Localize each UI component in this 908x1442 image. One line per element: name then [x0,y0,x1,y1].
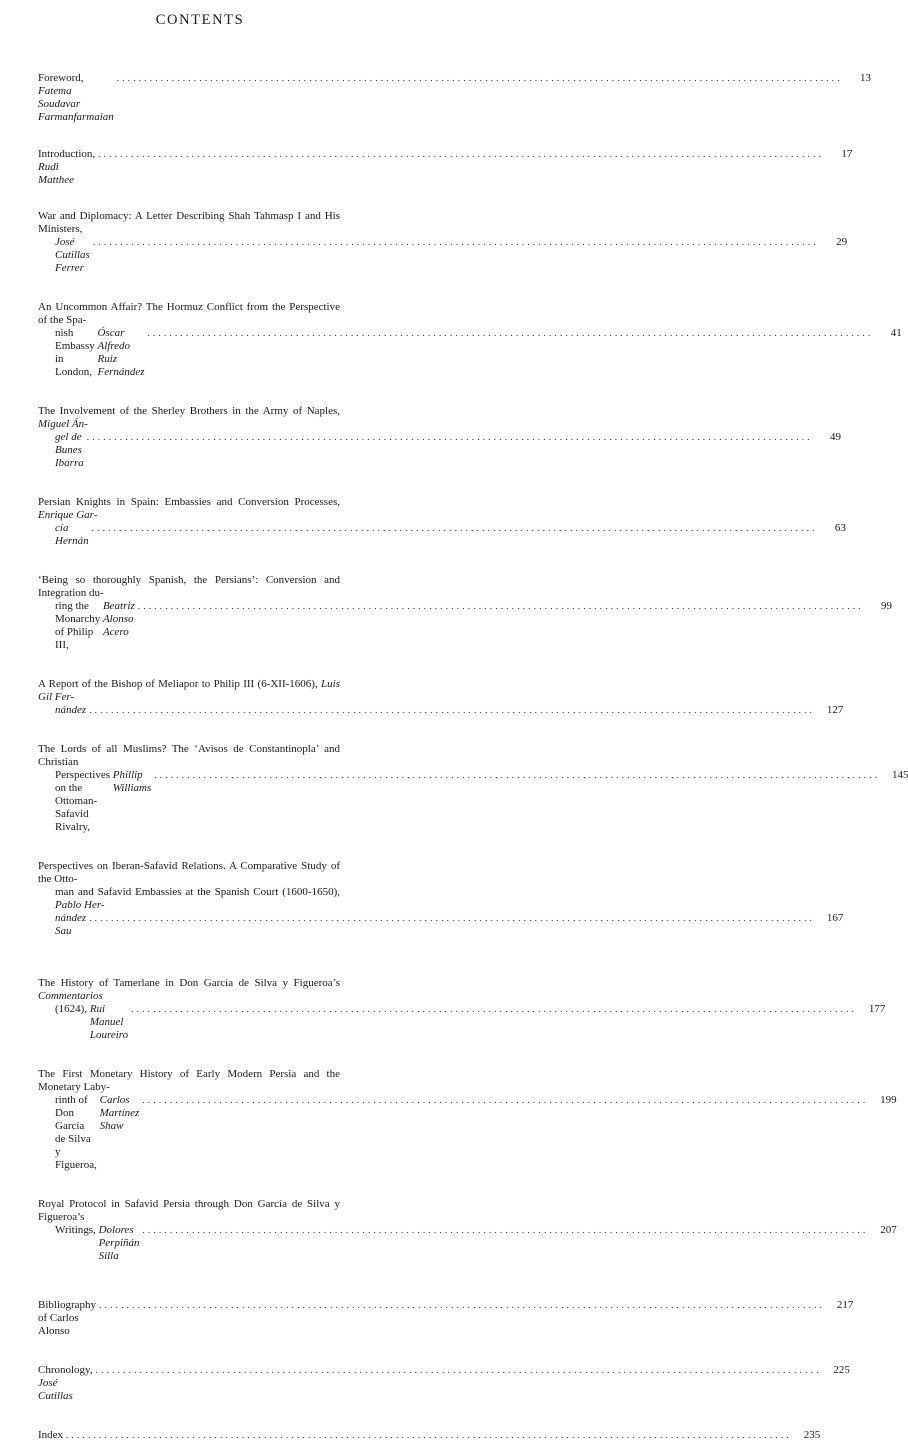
toc-entry-monetary-history[interactable]: The First Monetary History of Early Modern Persia and the Monetary Laby- rinth of Don García de Silva y Figueroa, Carlos Martínez Shaw . . . 199 [38,1068,372,1172]
toc-entry-being-so-thoroughly-spanish[interactable]: ‘Being so thoroughly Spanish, the Persians’: Conversion and Integration du- ring the Monarchy of Philip III, Beatriz Alonso Acero . . . 99 [38,574,372,652]
dot-leader [96,1364,819,1377]
page-number: 63 [834,522,846,534]
toc-entry-uncommon-affair[interactable]: An Uncommon Affair? The Hormuz Conflict from the Perspective of the Spa- nish Embassy in London, Óscar Alfredo Ruiz Fernández . . . 41 [38,301,372,379]
entry-author: Carlos Martínez Shaw [99,1094,140,1132]
entry-title: War and Diplomacy: A Letter Describing Shah Tahmasp I and His Ministers, [38,210,340,235]
toc-entry-history-of-tamerlane[interactable]: The History of Tamerlane in Don García de Silva y Figueroa’s Commentarios (1624), Rui Manuel Loureiro . . . 177 [38,977,372,1042]
entry-author: Fatema Soudavar Farmanfarmaian [38,85,114,123]
entry-author: Rudi Matthee [38,161,75,186]
dot-leader [117,72,840,85]
page-number: 41 [890,327,902,339]
dot-leader [99,1299,822,1312]
page-number: 177 [868,1003,886,1015]
page-number: 225 [833,1364,850,1376]
entry-title: A Report of the Bishop of Meliapor to Philip III (6-XII-1606), Luis Gil Fer- [38,678,340,703]
dot-leader [89,912,812,925]
entry-author: gel de Bunes Ibarra [55,431,84,469]
page-number: 99 [880,600,892,612]
dot-leader [93,236,816,249]
entry-author: José Cutillas [38,1377,73,1402]
toc-entry-sherley-brothers[interactable] [38,405,841,470]
page-number: 49 [829,431,841,443]
dot-leader [66,1429,789,1442]
page-number: 29 [836,236,848,248]
dot-leader [142,1094,865,1107]
entry-author: nández Sau [55,912,87,937]
entry-title: The Lords of all Muslims? The ‘Avisos de Constantinopla’ and Christian [38,743,340,768]
toc-entry-bishop-of-meliapor[interactable] [38,678,844,717]
dot-leader [138,600,861,613]
entry-title: Index [38,1429,64,1441]
entry-author: Beatriz Alonso Acero [102,600,135,638]
page-number: 145 [891,769,908,781]
toc-entry-lords-of-all-muslims[interactable]: The Lords of all Muslims? The ‘Avisos de Constantinopla’ and Christian Perspectives on the Ottoman-Safavid Rivalry, Phillip Williams . . . 145 [38,743,372,834]
entry-title: The History of Tamerlane in Don García de Silva y Figueroa’s Commentarios [38,977,340,1002]
dot-leader [131,1003,854,1016]
toc-entry-bibliography[interactable] [38,1299,854,1338]
entry-title: Introduction, Rudi Matthee [38,148,96,186]
page-number: 235 [803,1429,821,1441]
toc-entry-introduction[interactable] [38,148,853,187]
entry-title: Perspectives on Iberan-Safavid Relations. A Comparative Study of the Otto- [38,860,340,885]
entry-title: Foreword, Fatema Soudavar Farmanfarmaian [38,72,114,123]
toc-entry-foreword[interactable] [38,72,872,124]
entry-author: Dolores Perpiñán Silla [98,1224,140,1262]
entry-title: The Involvement of the Sherley Brothers in the Army of Naples, Miguel Án- [38,405,340,430]
page-number: 199 [880,1094,897,1106]
toc-entry-chronology[interactable] [38,1364,850,1403]
entry-title: An Uncommon Affair? The Hormuz Conflict from the Perspective of the Spa- [38,301,340,326]
entry-title: ‘Being so thoroughly Spanish, the Persians’: Conversion and Integration du- [38,574,340,599]
entry-author: nández [55,704,87,716]
entry-author: Rui Manuel Loureiro [89,1003,129,1041]
entry-title: The First Monetary History of Early Modern Persia and the Monetary Laby- [38,1068,340,1093]
toc-entry-royal-protocol[interactable]: Royal Protocol in Safavid Persia through Don García de Silva y Figueroa’s Writings, Dolores Perpiñán Silla . . . 207 [38,1198,372,1263]
page-number: 17 [841,148,853,160]
dot-leader [87,431,810,444]
dot-leader [148,327,871,340]
dot-leader [98,148,821,161]
dot-leader [154,769,877,782]
page-number: 207 [880,1224,897,1236]
page-number: 13 [860,72,872,84]
page-title: CONTENTS [155,12,245,28]
dot-leader [89,704,812,717]
page-number: 127 [826,704,844,716]
page-number: 217 [836,1299,854,1311]
entry-title: Bibliography of Carlos Alonso [38,1299,97,1337]
entry-author: Phillip Williams [112,769,152,794]
entry-author: cía Hernán [55,522,89,547]
entry-title: Chronology, José Cutillas [38,1364,93,1402]
toc-entry-iberan-safavid-relations[interactable]: Perspectives on Iberan-Safavid Relations. A Comparative Study of the Otto- man and Safavid Embassies at the Spanish Court (1600-1650), Pablo Her- nández Sau . . . 167 [38,860,372,938]
dot-leader [143,1224,866,1237]
toc-entry-war-and-diplomacy[interactable] [38,210,848,275]
entry-title: Persian Knights in Spain: Embassies and Conversion Processes, Enrique Gar- [38,496,340,521]
page-number: 167 [826,912,844,924]
entry-author: Óscar Alfredo Ruiz Fernández [97,327,145,378]
toc-entry-persian-knights[interactable] [38,496,846,548]
entry-title: Royal Protocol in Safavid Persia through Don García de Silva y Figueroa’s [38,1198,340,1223]
entry-author: José Cutillas Ferrer [55,236,90,274]
toc-entry-index[interactable] [38,1429,821,1442]
dot-leader [92,522,815,535]
